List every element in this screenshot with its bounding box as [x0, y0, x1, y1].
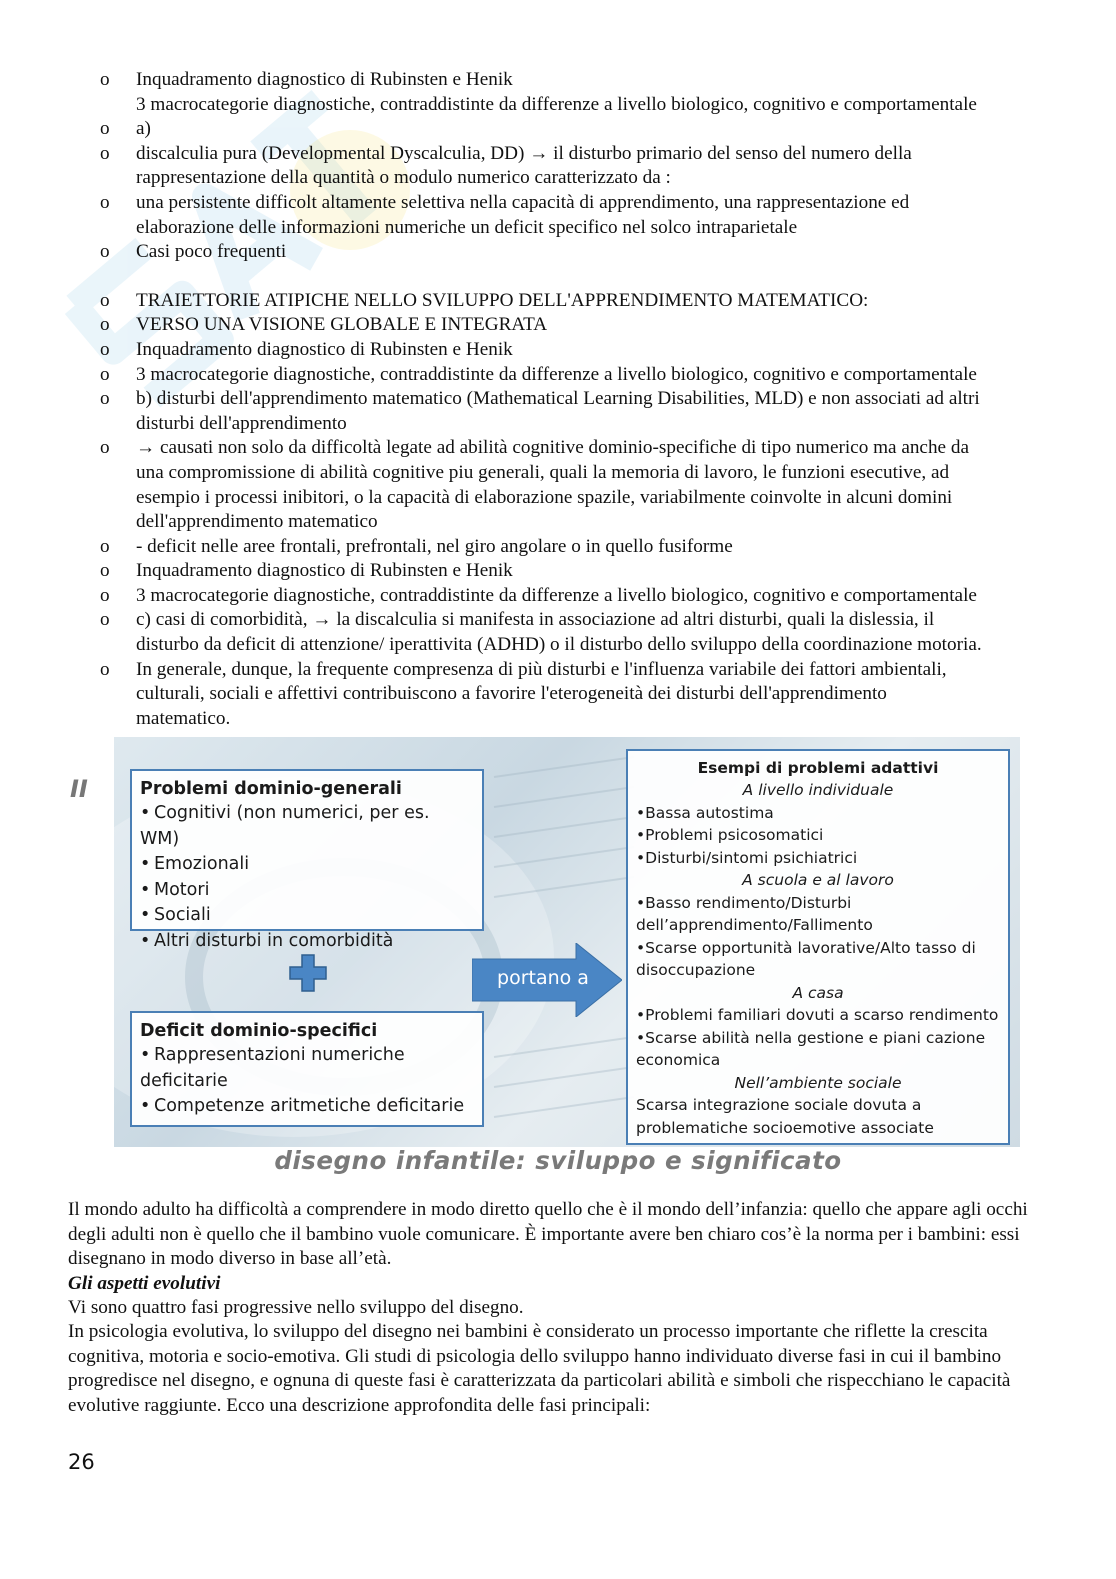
margin-mark: II [70, 775, 88, 803]
bullet-item: o una persistente difficolt altamente selettiva nella capacità di apprendimento, una rappresentazione ed [100, 191, 1050, 216]
page-number: 26 [68, 1450, 95, 1474]
bullet-item-cont: dell'apprendimento matematico [136, 511, 378, 533]
specific-item: • Rappresentazioni numeriche [140, 1045, 405, 1065]
plus-icon [288, 953, 328, 993]
bullet-item: o discalculia pura (Developmental Dyscalculia, DD) → il disturbo primario del senso del numero della [100, 142, 1050, 167]
bullet-item-cont: rappresentazione della quantità o modulo numerico caratterizzato da : [136, 167, 671, 189]
bullet-marker: o [100, 314, 110, 336]
bullet-item: o 3 macrocategorie diagnostiche, contraddistinte da differenze a livello biologico, cognitivo e comportamentale [100, 363, 1050, 388]
adaptive-item: •Scarse opportunità lavorative/Alto tasso di [636, 938, 976, 957]
bullet-item: o 3 macrocategorie diagnostiche, contraddistinte da differenze a livello biologico, cognitivo e comportamentale [100, 584, 1050, 609]
adaptive-item: disoccupazione [636, 961, 756, 979]
specific-deficits-box [130, 1011, 484, 1127]
bullet-item: o Inquadramento diagnostico di Rubinsten e Henik [100, 338, 1050, 363]
bullet-item: o Inquadramento diagnostico di Rubinsten e Henik [100, 68, 1050, 93]
bullet-item-cont: culturali, sociali e affettivi contribuiscono a favorire l'eterogeneità dei disturbi dell'apprendimento [136, 683, 887, 705]
general-item: • Motori [140, 879, 210, 900]
bullet-item-cont: elaborazione delle informazioni numeriche un deficit specifico nel solco intraparietale [136, 216, 798, 238]
bullet-item: o c) casi di comorbidità, → la discalculia si manifesta in associazione ad altri disturbi, quali la dislessia, il [100, 608, 1050, 633]
specific-item: • Competenze aritmetiche deficitarie [140, 1096, 465, 1116]
bullet-marker: o [100, 560, 110, 582]
bullet-item-cont: disturbo da deficit di attenzione/ iperattivita (ADHD) o il disturbo dello sviluppo della coordinazione motoria. [136, 634, 982, 656]
list-gap [100, 265, 1050, 289]
bullet-item: o In generale, dunque, la frequente compresenza di più disturbi e l'influenza variabile dei fattori ambientali, [100, 658, 1050, 683]
diagram-figure [114, 737, 1020, 1147]
general-item: • Altri disturbi in comorbidità [140, 930, 394, 951]
section-heading: Gli aspetti evolutivi [68, 1273, 221, 1294]
general-problems-box [130, 769, 484, 951]
bullet-item: o - deficit nelle aree frontali, prefrontali, nel giro angolare o in quello fusiforme [100, 535, 1050, 560]
bullet-marker: o [100, 437, 110, 459]
general-item: • Sociali [140, 905, 211, 925]
specific-item-cont: deficitarie [140, 1070, 228, 1091]
bullet-item: o a) [100, 117, 1050, 142]
bullet-item: o Inquadramento diagnostico di Rubinsten e Henik [100, 559, 1050, 584]
adaptive-item: •Scarse abilità nella gestione e piani cazione [636, 1028, 986, 1047]
bullet-item-cont: una compromissione di abilità cognitive piu generali, quali la memoria di lavoro, le funzioni esecutive, ad [136, 461, 950, 483]
bullet-marker: o [100, 363, 110, 385]
bullet-marker: o [100, 535, 110, 557]
adaptive-item: •Bassa autostima [636, 803, 774, 822]
body-paragraph: Vi sono quattro fasi progressive nello sviluppo del disegno. [68, 1297, 524, 1318]
body-paragraph: Il mondo adulto ha difficoltà a comprendere in modo diretto quello che è il mondo dell’infanzia: quello che appare agli occhi degli adulti non è quello che il bambino vuole comunicare. È importante avere ben chiaro cos’è la norma per i bambini: essi disegnano in modo diverso in base all’età. [68, 1199, 1028, 1270]
adaptive-item: •Problemi familiari dovuti a scarso rendimento [636, 1006, 999, 1024]
bullet-marker: o [100, 241, 110, 263]
bullet-marker: o [100, 609, 110, 631]
bullet-item: o b) disturbi dell'apprendimento matematico (Mathematical Learning Disabilities, MLD) e non associati ad altri [100, 387, 1050, 412]
adaptive-problems-box [626, 749, 1010, 1145]
bullet-list [100, 68, 1050, 731]
bullet-marker: o [100, 142, 110, 164]
adaptive-item: •Disturbi/sintomi psichiatrici [636, 848, 858, 867]
adaptive-item: dell’apprendimento/Fallimento [636, 916, 873, 934]
section-subtitle: A casa [792, 983, 844, 1002]
bullet-marker: o [100, 191, 110, 213]
adaptive-item: economica [636, 1051, 721, 1069]
bullet-item: o Casi poco frequenti [100, 240, 1050, 265]
bullet-item-cont: 3 macrocategorie diagnostiche, contraddistinte da differenze a livello biologico, cognitivo e comportamentale [136, 93, 977, 115]
bullet-marker: o [100, 118, 110, 140]
section-subtitle: A scuola e al lavoro [742, 871, 894, 889]
bullet-item: o VERSO UNA VISIONE GLOBALE E INTEGRATA [100, 313, 1050, 338]
adaptive-problems-title: Esempi di problemi adattivi [697, 759, 939, 777]
adaptive-item: •Problemi psicosomatici [636, 826, 824, 844]
section-subtitle: A livello individuale [742, 781, 894, 799]
section-subtitle: Nell’ambiente sociale [734, 1073, 902, 1092]
section-caption: disegno infantile: sviluppo e significato [274, 1146, 842, 1175]
bullet-item-cont: disturbi dell'apprendimento [136, 412, 347, 434]
general-item: • Emozionali [140, 854, 250, 874]
bullet-marker: o [100, 289, 110, 311]
bullet-item: o → causati non solo da difficoltà legate ad abilità cognitive dominio-specifiche di tipo numerico ma anche da [100, 436, 1050, 461]
bullet-marker: o [100, 388, 110, 410]
bullet-item-cont: esempio i processi inibitori, o la capacità di elaborazione spazile, variabilmente coinvolte in alcuni domini [136, 486, 953, 508]
arrow-label: portano a [497, 967, 589, 989]
bullet-item-cont: matematico. [136, 707, 231, 729]
bullet-marker: o [100, 584, 110, 606]
general-problems-title: Problemi dominio-generali [140, 779, 402, 799]
adaptive-item: Scarsa integrazione sociale dovuta a [636, 1096, 922, 1114]
bullet-marker: o [100, 69, 110, 90]
adaptive-item: •Basso rendimento/Disturbi [636, 893, 852, 912]
bullet-marker: o [100, 338, 110, 360]
bullet-marker: o [100, 658, 110, 680]
bullet-item: o TRAIETTORIE ATIPICHE NELLO SVILUPPO DELL'APPRENDIMENTO MATEMATICO: [100, 289, 1050, 314]
specific-deficits-title: Deficit dominio-specifici [140, 1021, 378, 1041]
general-item: • Cognitivi (non numerici, per es. WM) [140, 803, 430, 849]
adaptive-item: problematiche socioemotive associate [636, 1118, 934, 1137]
body-paragraph: In psicologia evolutiva, lo sviluppo del disegno nei bambini è considerato un processo importante che riflette la crescita cognitiva, motoria e socio-emotiva. Gli studi di psicologia dello sviluppo hanno individuato diverse fasi in cui il bambino progredisce nel disegno, e ognuna di queste fasi è caratterizzata da particolari abilità e simboli che rispecchiano le capacità evolutive raggiunte. Ecco una descrizione approfondita delle fasi principali: [68, 1321, 1011, 1416]
